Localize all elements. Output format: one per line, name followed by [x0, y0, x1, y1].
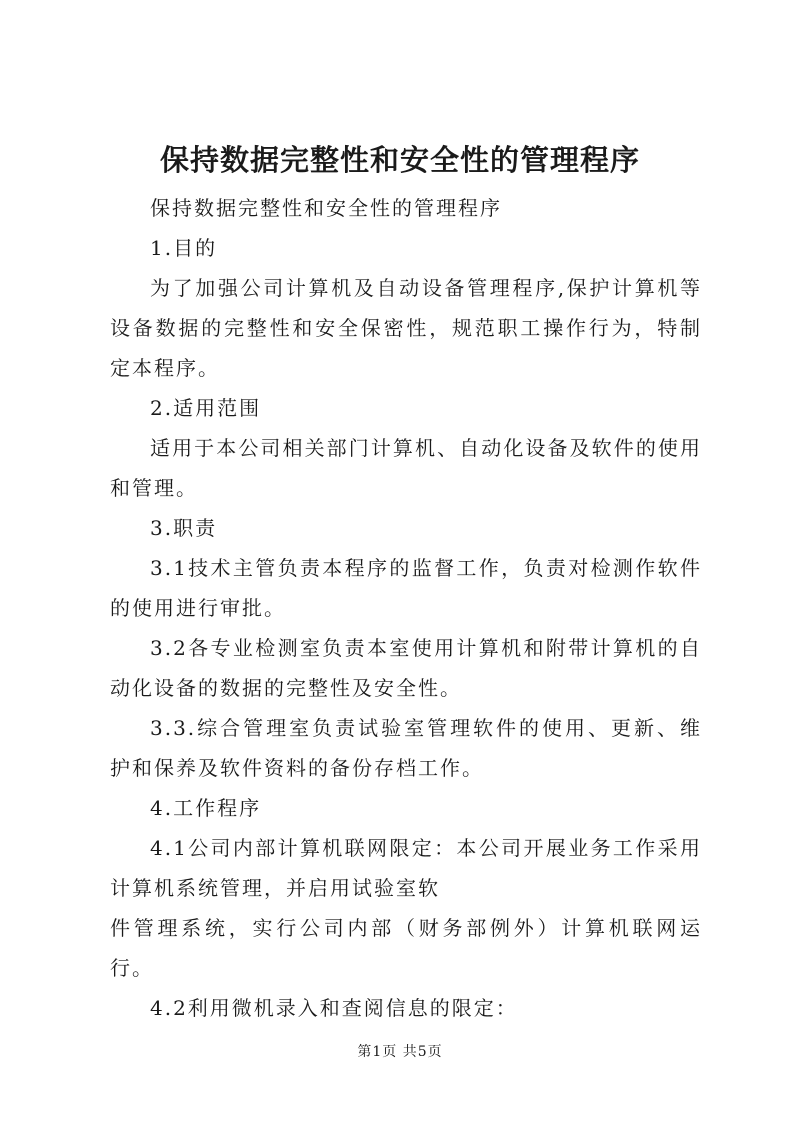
heading-purpose: 1.目的	[150, 236, 218, 260]
heading-scope: 2.适用范围	[150, 396, 262, 420]
paragraph-procedure-4-2: 4.2利用微机录入和查阅信息的限定：	[150, 996, 518, 1020]
document-title: 保持数据完整性和安全性的管理程序	[159, 143, 640, 177]
paragraph-subtitle: 保持数据完整性和安全性的管理程序	[150, 196, 502, 220]
paragraph-scope: 适用于本公司相关部门计算机、自动化设备及软件的使用和管理。	[110, 436, 702, 500]
paragraph-responsibility-3-3: 3.3.综合管理室负责试验室管理软件的使用、更新、维护和保养及软件资料的备份存档工作。	[110, 716, 702, 780]
heading-responsibilities: 3.职责	[150, 516, 218, 540]
paragraph-procedure-4-1: 4.1公司内部计算机联网限定：本公司开展业务工作采用计算机系统管理，并启用试验室软	[110, 836, 702, 900]
page-number-footer: 第1页 共5页	[357, 1044, 443, 1060]
paragraph-procedure-4-1-continued: 件管理系统，实行公司内部（财务部例外）计算机联网运行。	[110, 916, 702, 980]
heading-work-procedure: 4.工作程序	[150, 796, 262, 820]
paragraph-responsibility-3-1: 3.1技术主管负责本程序的监督工作，负责对检测作软件的使用进行审批。	[110, 556, 702, 620]
paragraph-responsibility-3-2: 3.2各专业检测室负责本室使用计算机和附带计算机的自动化设备的数据的完整性及安全性。	[110, 636, 702, 700]
paragraph-purpose: 为了加强公司计算机及自动设备管理程序,保护计算机等设备数据的完整性和安全保密性，规范职工操作行为，特制定本程序。	[110, 276, 702, 380]
document-body	[110, 188, 702, 1028]
